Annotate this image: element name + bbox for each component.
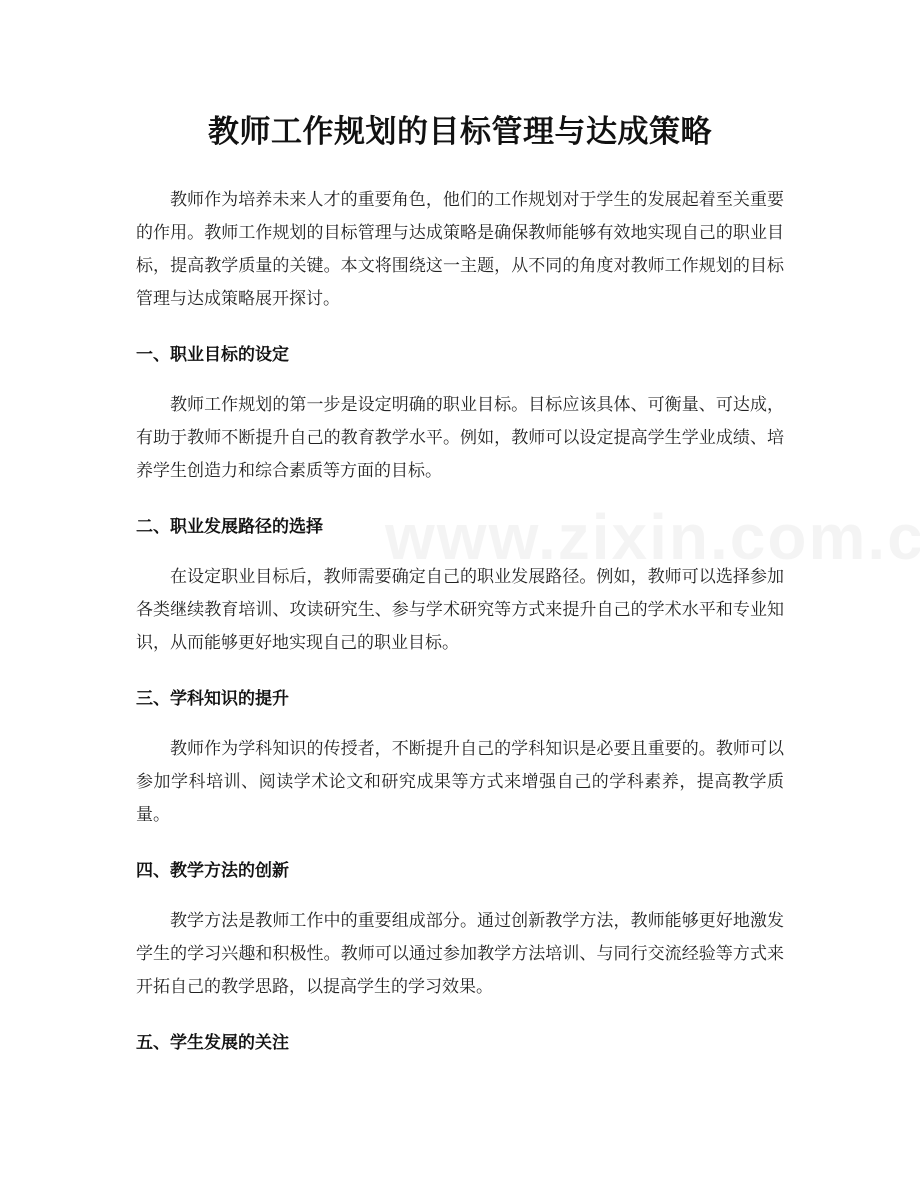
section-paragraph: 教师工作规划的第一步是设定明确的职业目标。目标应该具体、可衡量、可达成，有助于教师不断提升自己的教育教学水平。例如，教师可以设定提高学生学业成绩、培养学生创造力和综合素质等方面的目标。 [136, 395, 784, 481]
section-2 [136, 513, 784, 660]
page-title: 教师工作规划的目标管理与达成策略 [208, 114, 712, 150]
section-heading: 五、学生发展的关注 [136, 1033, 289, 1053]
section-heading: 二、职业发展路径的选择 [136, 517, 323, 537]
section-paragraph: 教学方法是教师工作中的重要组成部分。通过创新教学方法，教师能够更好地激发学生的学习兴趣和积极性。教师可以通过参加教学方法培训、与同行交流经验等方式来开拓自己的教学思路，以提高学生的学习效果。 [136, 911, 784, 997]
section-paragraph: 在设定职业目标后，教师需要确定自己的职业发展路径。例如，教师可以选择参加各类继续教育培训、攻读研究生、参与学术研究等方式来提升自己的学术水平和专业知识，从而能够更好地实现自己的职业目标。 [136, 567, 784, 653]
section-paragraph: 教师作为学科知识的传授者，不断提升自己的学科知识是必要且重要的。教师可以参加学科培训、阅读学术论文和研究成果等方式来增强自己的学科素养，提高教学质量。 [136, 739, 784, 825]
section-3 [136, 685, 784, 832]
section-1 [136, 341, 784, 488]
section-heading: 四、教学方法的创新 [136, 861, 289, 881]
intro-paragraph: 教师作为培养未来人才的重要角色，他们的工作规划对于学生的发展起着至关重要的作用。教师工作规划的目标管理与达成策略是确保教师能够有效地实现自己的职业目标，提高教学质量的关键。本文将围绕这一主题，从不同的角度对教师工作规划的目标管理与达成策略展开探讨。 [136, 190, 784, 309]
section-5 [136, 1029, 784, 1057]
section-heading: 三、学科知识的提升 [136, 689, 289, 709]
section-4 [136, 857, 784, 1004]
section-heading: 一、职业目标的设定 [136, 345, 289, 365]
